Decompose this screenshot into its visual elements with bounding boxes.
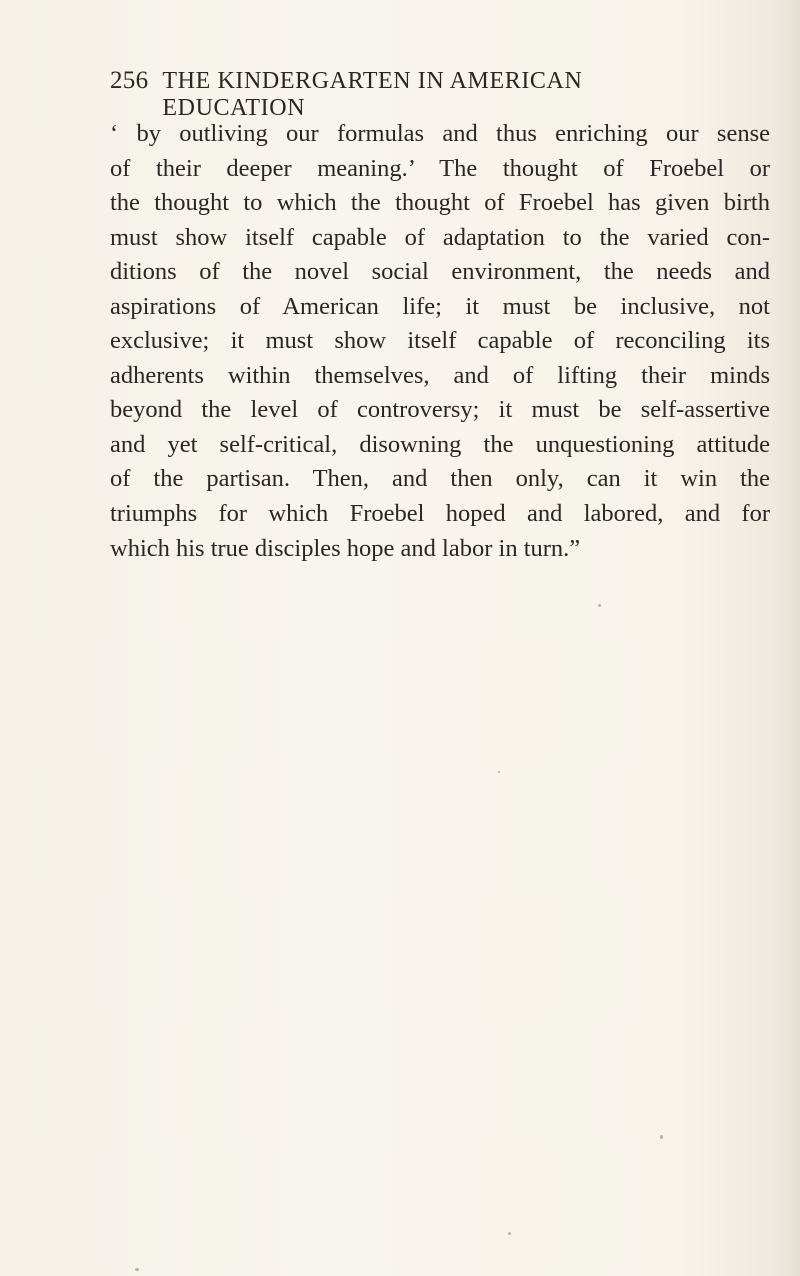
paper-speck [498,771,500,773]
text-line: exclusive; it must show itself capable of reconciling its [110,327,770,355]
text-line: ‘ by outliving our formulas and thus enriching our sense [110,120,770,147]
paper-speck [598,604,601,607]
text-line: beyond the level of controversy; it must be self-assertive [110,396,770,424]
body-paragraph [110,117,770,566]
running-head [110,67,698,121]
text-line: must show itself capable of adaptation to the varied con- [110,223,770,251]
text-line: of the partisan. Then, and then only, can it win the [110,465,770,493]
paper-speck [508,1232,511,1235]
page-number: 256 [110,67,149,94]
text-line: triumphs for which Froebel hoped and labored, and for [110,500,770,528]
paper-speck [135,1268,139,1271]
text-line: the thought to which the thought of Froebel has given birth [110,189,770,217]
text-line: of their deeper meaning.’ The thought of Froebel or [110,154,770,182]
paper-speck [660,1135,663,1139]
text-line: ditions of the novel social environment, the needs and [110,258,770,286]
text-line: which his true disciples hope and labor in turn.” [110,534,581,562]
text-line: aspirations of American life; it must be inclusive, not [110,292,770,320]
running-title: THE KINDERGARTEN IN AMERICAN EDUCATION [162,68,583,121]
text-line: adherents within themselves, and of lifting their minds [110,361,770,389]
text-line: and yet self-critical, disowning the unquestioning attitude [110,430,770,458]
